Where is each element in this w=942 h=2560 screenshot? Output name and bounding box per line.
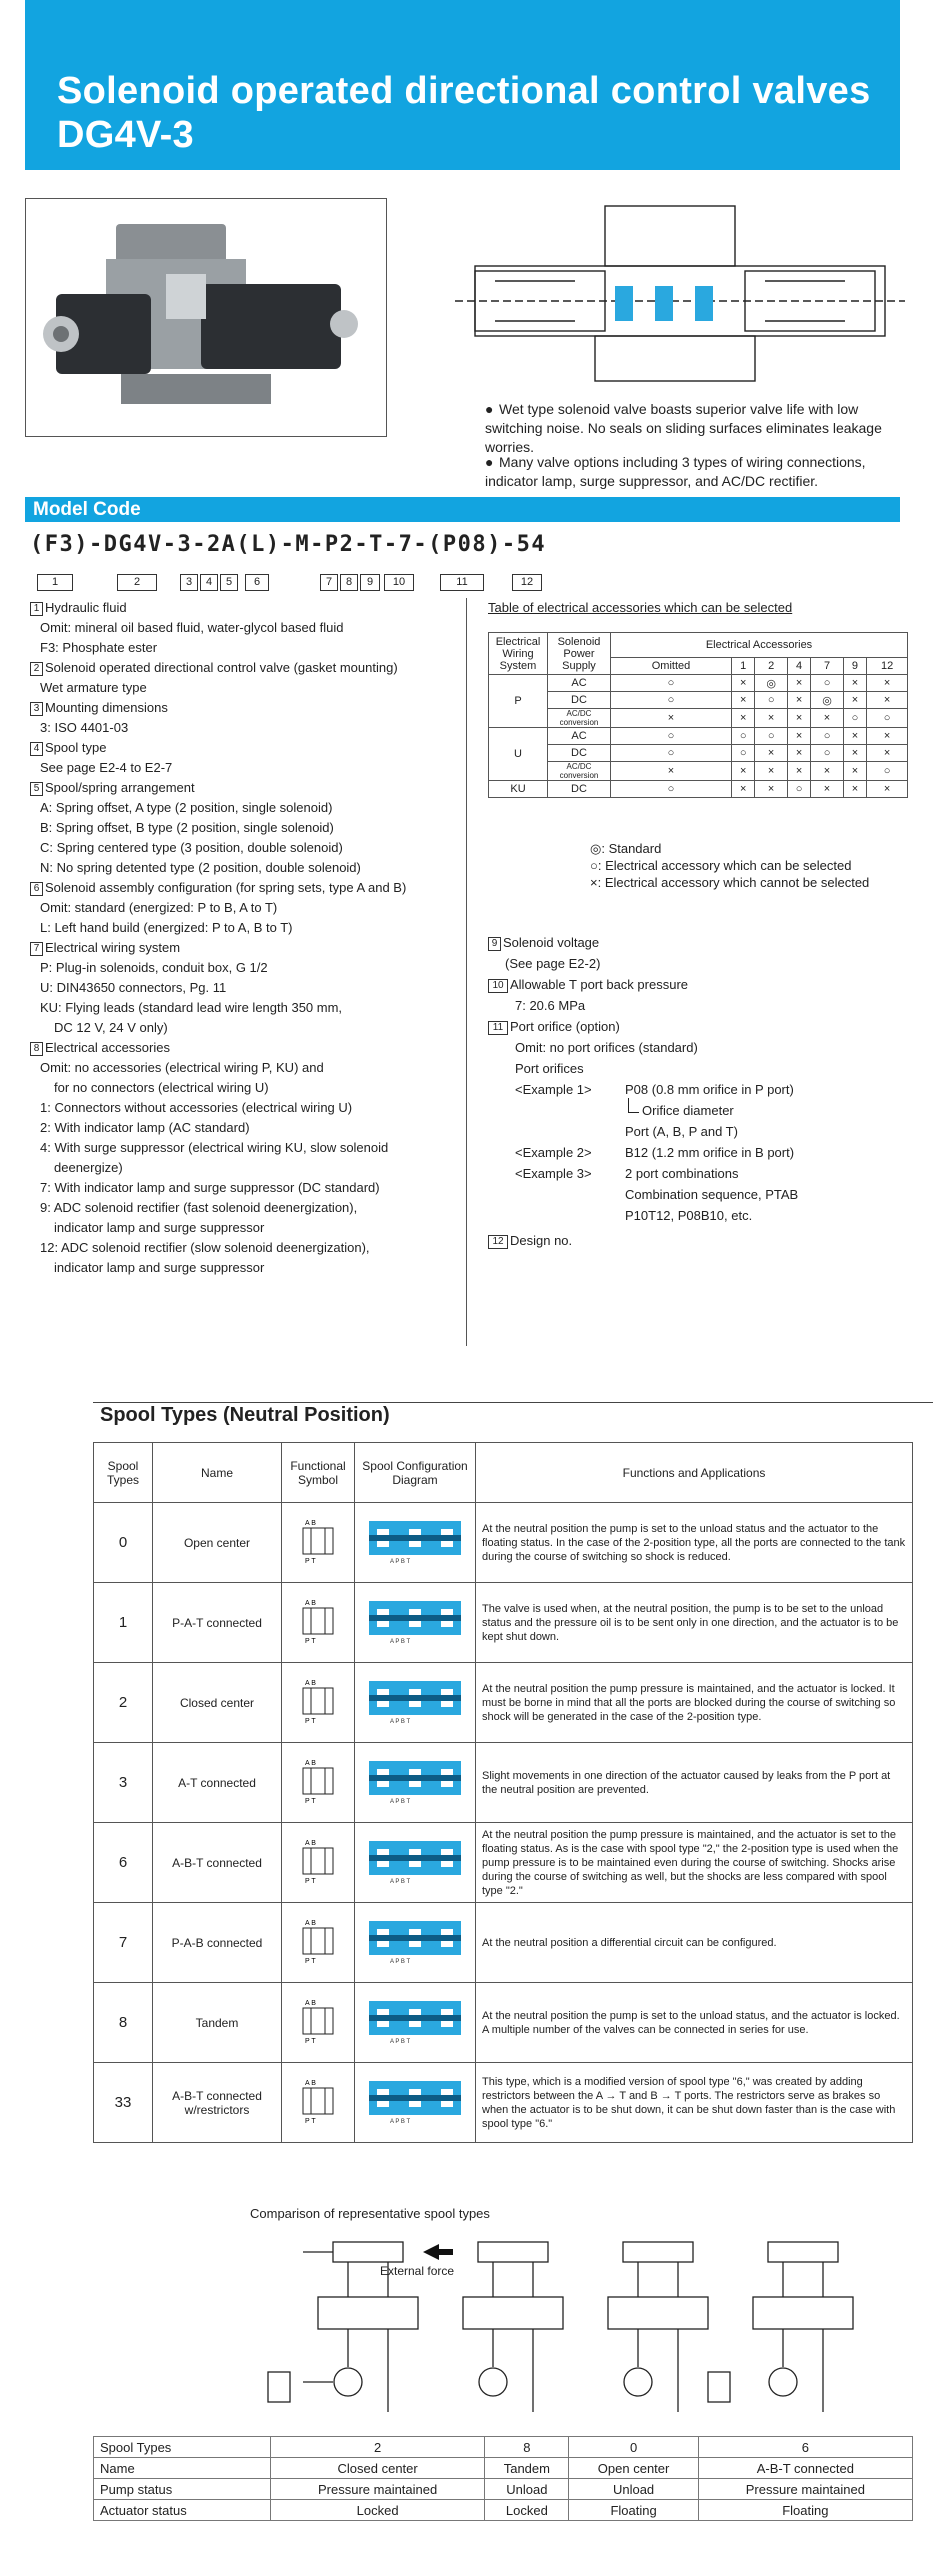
- spool-diagram-icon: [365, 1757, 465, 1805]
- functional-symbol-cell: [282, 1663, 355, 1743]
- comparison-cell: Unload: [485, 2479, 569, 2500]
- availability-cell: ×: [787, 762, 810, 781]
- svg-text:P T: P T: [305, 1638, 316, 1645]
- svg-text:A B: A B: [305, 1760, 316, 1767]
- availability-cell: ○: [843, 709, 866, 728]
- model-code-string: (F3)-DG4V-3-2A(L)-M-P2-T-7-(P08)-54: [30, 532, 547, 557]
- item-7-line: P: Plug-in solenoids, conduit box, G 1/2: [40, 960, 268, 975]
- functional-symbol-icon: [298, 1757, 338, 1805]
- svg-text:A P B T: A P B T: [390, 1799, 411, 1805]
- item-11-omit: Omit: no port orifices (standard): [515, 1040, 698, 1055]
- spool-diagram-icon: [365, 2077, 465, 2125]
- external-force-label: External force: [380, 2264, 455, 2278]
- example-1-label: <Example 1>: [515, 1082, 592, 1097]
- example-1-value: P08 (0.8 mm orifice in P port): [625, 1082, 794, 1097]
- availability-cell: ×: [867, 675, 908, 692]
- spool-name: A-T connected: [153, 1743, 282, 1823]
- availability-cell: ×: [732, 692, 755, 709]
- spool-diagram-icon: [365, 1517, 465, 1565]
- spool-description: At the neutral position the pump pressure is maintained, and the actuator is set to the floating status. As is the case with spool type "2," the 2-position type is used when the pump pressure is to be maintained even during the course of switching. Shocks arise during the course of switching as well, but the shocks are less compared with spool type "2.": [476, 1823, 913, 1903]
- availability-cell: ○: [755, 728, 787, 745]
- acc-row: [489, 781, 908, 798]
- functional-symbol-cell: [282, 1983, 355, 2063]
- functional-symbol-cell: [282, 1503, 355, 1583]
- availability-cell: ×: [787, 692, 810, 709]
- item-10: 10 Allowable T port back pressure: [488, 977, 688, 993]
- spool-row: [94, 1983, 913, 2063]
- item-5-line: N: No spring detented type (2 position, double solenoid): [40, 860, 361, 875]
- item-number-box: 4: [30, 742, 43, 756]
- acc-col-header: 12: [867, 658, 908, 675]
- column-divider: [466, 598, 467, 1346]
- svg-text:A P B T: A P B T: [390, 1959, 411, 1965]
- availability-cell: ○: [611, 728, 732, 745]
- svg-text:P T: P T: [305, 2118, 316, 2125]
- svg-text:P T: P T: [305, 1958, 316, 1965]
- item-6-heading: 6 Solenoid assembly configuration (for spring sets, type A and B): [30, 878, 470, 898]
- availability-cell: ×: [755, 781, 787, 798]
- availability-cell: ×: [787, 728, 810, 745]
- spool-description: This type, which is a modified version of spool type "6," was created by adding restrictors between the A → T and B → T ports. The restrictors serve as brakes so when the actuator is to be shut down, it can be shut down faster than is the case with spool type "6.": [476, 2063, 913, 2143]
- comparison-cell: Pump status: [94, 2479, 271, 2500]
- availability-cell: ◎: [811, 692, 843, 709]
- comparison-cell: Tandem: [485, 2458, 569, 2479]
- comparison-cell: Floating: [698, 2500, 912, 2521]
- item-8-line: deenergize): [54, 1160, 123, 1175]
- functional-symbol-icon: [298, 1677, 338, 1725]
- comparison-cell: Actuator status: [94, 2500, 271, 2521]
- item-number-box: 2: [30, 662, 43, 676]
- accessory-table: [488, 632, 908, 798]
- acc-col-header: 4: [787, 658, 810, 675]
- configuration-diagram-cell: [355, 2063, 476, 2143]
- spool-diagram-icon: [365, 1597, 465, 1645]
- supply-cell: AC/DC conversion: [548, 762, 611, 781]
- comparison-row: [94, 2500, 913, 2521]
- availability-cell: ×: [843, 728, 866, 745]
- svg-text:P T: P T: [305, 1798, 316, 1805]
- position-box: 1: [37, 574, 73, 591]
- wiring-cell: KU: [489, 781, 548, 798]
- availability-cell: ×: [867, 745, 908, 762]
- configuration-diagram-cell: [355, 1983, 476, 2063]
- availability-cell: ×: [867, 692, 908, 709]
- item-1-heading: 1 Hydraulic fluid: [30, 598, 470, 618]
- availability-cell: ○: [811, 728, 843, 745]
- item-5-line: A: Spring offset, A type (2 position, single solenoid): [40, 800, 333, 815]
- svg-text:A B: A B: [305, 1920, 316, 1927]
- acc-col-header: 1: [732, 658, 755, 675]
- configuration-diagram-cell: [355, 1583, 476, 1663]
- spool-name: Tandem: [153, 1983, 282, 2063]
- comparison-table: [93, 2436, 913, 2521]
- item-2-heading: 2 Solenoid operated directional control valve (gasket mounting): [30, 658, 470, 678]
- spool-name: Open center: [153, 1503, 282, 1583]
- spool-description: At the neutral position a differential circuit can be configured.: [476, 1903, 913, 1983]
- supply-cell: DC: [548, 745, 611, 762]
- external-force-arrow: [423, 2244, 453, 2260]
- comparison-cell: 6: [698, 2437, 912, 2458]
- functional-symbol-icon: [298, 1997, 338, 2045]
- title-banner: [25, 0, 900, 170]
- availability-cell: ×: [843, 762, 866, 781]
- col-configuration-diagram: Spool Configuration Diagram: [355, 1443, 476, 1503]
- supply-cell: DC: [548, 692, 611, 709]
- acc-col-header: 9: [843, 658, 866, 675]
- comparison-cell: Locked: [271, 2500, 485, 2521]
- availability-cell: ○: [811, 745, 843, 762]
- svg-text:A P B T: A P B T: [390, 1879, 411, 1885]
- item-8-line: 2: With indicator lamp (AC standard): [40, 1120, 250, 1135]
- item-number-box: 1: [30, 602, 43, 616]
- configuration-diagram-cell: [355, 1663, 476, 1743]
- functional-symbol-icon: [298, 1837, 338, 1885]
- spool-row: [94, 1903, 913, 1983]
- supply-cell: AC: [548, 675, 611, 692]
- item-4-line: See page E2-4 to E2-7: [40, 760, 173, 775]
- item-5-line: C: Spring centered type (3 position, double solenoid): [40, 840, 343, 855]
- supply-cell: AC/DC conversion: [548, 709, 611, 728]
- availability-cell: ×: [732, 762, 755, 781]
- availability-cell: ×: [732, 709, 755, 728]
- acc-row: [489, 745, 908, 762]
- spool-name: P-A-B connected: [153, 1903, 282, 1983]
- supply-cell: AC: [548, 728, 611, 745]
- item-8-heading: 8 Electrical accessories: [30, 1038, 470, 1058]
- item-8-line: indicator lamp and surge suppressor: [54, 1260, 265, 1275]
- availability-cell: ○: [811, 675, 843, 692]
- supply-cell: DC: [548, 781, 611, 798]
- item-7-line: KU: Flying leads (standard lead wire length 350 mm,: [40, 1000, 343, 1015]
- comparison-cell: Unload: [569, 2479, 698, 2500]
- model-code-heading: Model Code: [33, 499, 141, 520]
- availability-cell: ×: [811, 709, 843, 728]
- svg-text:A B: A B: [305, 2080, 316, 2087]
- example-2-label: <Example 2>: [515, 1145, 592, 1160]
- example-3-line2: Combination sequence, PTAB: [625, 1187, 799, 1202]
- comparison-cell: Name: [94, 2458, 271, 2479]
- item-8-line: 1: Connectors without accessories (electrical wiring U): [40, 1100, 353, 1115]
- availability-cell: ○: [732, 728, 755, 745]
- position-box: 6: [245, 574, 269, 591]
- availability-cell: ○: [611, 781, 732, 798]
- spool-row: [94, 1823, 913, 1903]
- functional-symbol-cell: [282, 1823, 355, 1903]
- comparison-row: [94, 2437, 913, 2458]
- svg-text:A B: A B: [305, 1600, 316, 1607]
- spool-name: Closed center: [153, 1663, 282, 1743]
- svg-text:A B: A B: [305, 2000, 316, 2007]
- comparison-cell: A-B-T connected: [698, 2458, 912, 2479]
- legend-not-selectable: ×: Electrical accessory which cannot be selected: [590, 875, 870, 890]
- availability-cell: ◎: [755, 675, 787, 692]
- availability-cell: ×: [811, 781, 843, 798]
- item-1-line: Omit: mineral oil based fluid, water-glycol based fluid: [40, 620, 344, 635]
- availability-cell: ×: [843, 675, 866, 692]
- functional-symbol-icon: [298, 1517, 338, 1565]
- acc-row: [489, 709, 908, 728]
- functional-symbol-cell: [282, 1903, 355, 1983]
- orifice-diameter-label: Orifice diameter: [642, 1103, 734, 1118]
- comparison-cell: 0: [569, 2437, 698, 2458]
- availability-cell: ×: [787, 675, 810, 692]
- item-number-box: 6: [30, 882, 43, 896]
- position-box: 12: [512, 574, 542, 591]
- comparison-cell: Locked: [485, 2500, 569, 2521]
- svg-text:P T: P T: [305, 1878, 316, 1885]
- spool-name: A-B-T connected: [153, 1823, 282, 1903]
- spool-name: P-A-T connected: [153, 1583, 282, 1663]
- acc-row: [489, 675, 908, 692]
- col-wiring-system: Electrical Wiring System: [489, 633, 548, 675]
- example-3-value: 2 port combinations: [625, 1166, 739, 1181]
- comparison-cell: Closed center: [271, 2458, 485, 2479]
- col-name: Name: [153, 1443, 282, 1503]
- position-box: 9: [360, 574, 380, 591]
- orifice-bracket: [628, 1098, 639, 1113]
- wiring-cell: U: [489, 728, 548, 781]
- functional-symbol-cell: [282, 2063, 355, 2143]
- feature-bullet-2: ● Many valve options including 3 types of wiring connections, indicator lamp, surge suppressor, and AC/DC rectifier.: [485, 454, 866, 489]
- svg-text:A P B T: A P B T: [390, 1559, 411, 1565]
- availability-cell: ×: [787, 709, 810, 728]
- configuration-diagram-cell: [355, 1503, 476, 1583]
- item-7-heading: 7 Electrical wiring system: [30, 938, 470, 958]
- item-number-box: 7: [30, 942, 43, 956]
- item-8-line: for no connectors (electrical wiring U): [54, 1080, 269, 1095]
- model-code-left-items: [30, 598, 470, 1278]
- availability-cell: ×: [787, 745, 810, 762]
- item-8-line: 12: ADC solenoid rectifier (slow solenoid deenergization),: [40, 1240, 370, 1255]
- position-box: 3: [180, 574, 198, 591]
- spool-type-number: 7: [94, 1903, 153, 1983]
- configuration-diagram-cell: [355, 1743, 476, 1823]
- availability-cell: ○: [867, 762, 908, 781]
- item-8-line: 7: With indicator lamp and surge suppressor (DC standard): [40, 1180, 380, 1195]
- spool-row: [94, 1743, 913, 1823]
- comparison-cell: 2: [271, 2437, 485, 2458]
- item-11: 11 Port orifice (option): [488, 1019, 620, 1035]
- availability-cell: ×: [611, 762, 732, 781]
- functional-symbol-cell: [282, 1583, 355, 1663]
- acc-col-header: Omitted: [611, 658, 732, 675]
- availability-cell: ○: [611, 675, 732, 692]
- item-number-box: 8: [30, 1042, 43, 1056]
- item-9: 9 Solenoid voltage: [488, 935, 599, 951]
- availability-cell: ×: [755, 762, 787, 781]
- spool-type-number: 6: [94, 1823, 153, 1903]
- comparison-cell: Open center: [569, 2458, 698, 2479]
- availability-cell: ×: [755, 745, 787, 762]
- position-box: 8: [340, 574, 358, 591]
- position-box: 11: [440, 574, 484, 591]
- col-electrical-accessories: Electrical Accessories: [611, 633, 908, 658]
- spool-types-heading: Spool Types (Neutral Position): [100, 1404, 390, 1426]
- availability-cell: ×: [843, 781, 866, 798]
- spool-description: At the neutral position the pump is set to the unload status and the actuator to the floating status. In the case of the 2-position type, all the ports are connected to the tank during the course of switching so shock is reduced.: [476, 1503, 913, 1583]
- spool-type-number: 1: [94, 1583, 153, 1663]
- item-number-box: 5: [30, 782, 43, 796]
- functional-symbol-cell: [282, 1743, 355, 1823]
- availability-cell: ×: [811, 762, 843, 781]
- col-functional-symbol: Functional Symbol: [282, 1443, 355, 1503]
- configuration-diagram-cell: [355, 1903, 476, 1983]
- availability-cell: ×: [867, 728, 908, 745]
- spool-diagram-icon: [365, 1997, 465, 2045]
- comparison-title: Comparison of representative spool types: [250, 2206, 490, 2221]
- position-box: 4: [200, 574, 218, 591]
- page-title: Solenoid operated directional control valves: [57, 70, 871, 112]
- col-spool-types: Spool Types: [94, 1443, 153, 1503]
- position-box: 5: [220, 574, 238, 591]
- spool-type-number: 8: [94, 1983, 153, 2063]
- configuration-diagram-cell: [355, 1823, 476, 1903]
- item-3-heading: 3 Mounting dimensions: [30, 698, 470, 718]
- acc-col-header: 2: [755, 658, 787, 675]
- functional-symbol-icon: [298, 1917, 338, 1965]
- item-5-line: B: Spring offset, B type (2 position, single solenoid): [40, 820, 334, 835]
- item-12: 12 Design no.: [488, 1233, 572, 1249]
- functional-symbol-icon: [298, 2077, 338, 2125]
- spool-type-number: 3: [94, 1743, 153, 1823]
- item-8-line: indicator lamp and surge suppressor: [54, 1220, 265, 1235]
- availability-cell: ○: [611, 745, 732, 762]
- spool-description: The valve is used when, at the neutral position, the pump is to be set to the unload status and the pressure oil is to be sent only in one direction, and the actuator is to be kept shut down.: [476, 1583, 913, 1663]
- example-3-label: <Example 3>: [515, 1166, 592, 1181]
- svg-text:P T: P T: [305, 1558, 316, 1565]
- availability-cell: ×: [755, 709, 787, 728]
- legend-selectable: ○: Electrical accessory which can be selected: [590, 858, 852, 873]
- item-7-line: DC 12 V, 24 V only): [54, 1020, 168, 1035]
- comparison-circuit-diagram: [93, 2222, 913, 2432]
- col-power-supply: Solenoid Power Supply: [548, 633, 611, 675]
- product-photo: [25, 198, 387, 437]
- item-1-line: F3: Phosphate ester: [40, 640, 158, 655]
- item-10-detail: 7: 20.6 MPa: [515, 998, 586, 1013]
- svg-text:P T: P T: [305, 2038, 316, 2045]
- spool-diagram-icon: [365, 1677, 465, 1725]
- availability-cell: ×: [867, 781, 908, 798]
- item-5-heading: 5 Spool/spring arrangement: [30, 778, 470, 798]
- spool-row: [94, 1503, 913, 1583]
- comparison-cell: Pressure maintained: [271, 2479, 485, 2500]
- svg-text:A P B T: A P B T: [390, 1639, 411, 1645]
- availability-cell: ○: [611, 692, 732, 709]
- svg-text:A B: A B: [305, 1520, 316, 1527]
- svg-text:A B: A B: [305, 1680, 316, 1687]
- example-3-line3: P10T12, P08B10, etc.: [625, 1208, 753, 1223]
- svg-text:P T: P T: [305, 1718, 316, 1725]
- comparison-cell: Floating: [569, 2500, 698, 2521]
- item-7-line: U: DIN43650 connectors, Pg. 11: [40, 980, 227, 995]
- spool-row: [94, 2063, 913, 2143]
- spool-name: A-B-T connected w/restrictors: [153, 2063, 282, 2143]
- example-2-value: B12 (1.2 mm orifice in B port): [625, 1145, 795, 1160]
- spool-type-number: 33: [94, 2063, 153, 2143]
- comparison-row: [94, 2479, 913, 2500]
- position-box: 2: [117, 574, 157, 591]
- spool-description: Slight movements in one direction of the actuator caused by leaks from the P port at the neutral position are prevented.: [476, 1743, 913, 1823]
- acc-row: [489, 728, 908, 745]
- item-8-line: 9: ADC solenoid rectifier (fast solenoid deenergization),: [40, 1200, 358, 1215]
- svg-text:A P B T: A P B T: [390, 2119, 411, 2125]
- item-3-line: 3: ISO 4401-03: [40, 720, 129, 735]
- spool-type-number: 0: [94, 1503, 153, 1583]
- port-label: Port (A, B, P and T): [625, 1124, 738, 1139]
- comparison-cell: Pressure maintained: [698, 2479, 912, 2500]
- valve-cutaway-drawing: [455, 196, 905, 396]
- item-6-line: L: Left hand build (energized: P to A, B to T): [40, 920, 293, 935]
- item-8-line: 4: With surge suppressor (electrical wiring KU, slow solenoid: [40, 1140, 389, 1155]
- item-8-line: Omit: no accessories (electrical wiring P, KU) and: [40, 1060, 324, 1075]
- availability-cell: ○: [867, 709, 908, 728]
- spool-diagram-icon: [365, 1837, 465, 1885]
- feature-bullet-1: ● Wet type solenoid valve boasts superior valve life with low switching noise. No seals on sliding surfaces eliminates leakage worries.: [485, 401, 882, 455]
- spool-types-table: [93, 1442, 913, 2143]
- item-9-detail: (See page E2-2): [505, 956, 601, 971]
- acc-row: [489, 692, 908, 709]
- accessory-legend: [590, 840, 869, 891]
- item-number-box: 3: [30, 702, 43, 716]
- availability-cell: ×: [843, 692, 866, 709]
- availability-cell: ○: [755, 692, 787, 709]
- availability-cell: ○: [732, 745, 755, 762]
- spool-row: [94, 1583, 913, 1663]
- item-2-line: Wet armature type: [40, 680, 147, 695]
- availability-cell: ×: [611, 709, 732, 728]
- item-11-orifices: Port orifices: [515, 1061, 584, 1076]
- availability-cell: ×: [732, 781, 755, 798]
- spool-row: [94, 1663, 913, 1743]
- availability-cell: ×: [843, 745, 866, 762]
- wiring-cell: P: [489, 675, 548, 728]
- col-functions: Functions and Applications: [476, 1443, 913, 1503]
- svg-text:A P B T: A P B T: [390, 2039, 411, 2045]
- spool-type-number: 2: [94, 1663, 153, 1743]
- availability-cell: ×: [732, 675, 755, 692]
- acc-row: [489, 762, 908, 781]
- item-4-heading: 4 Spool type: [30, 738, 470, 758]
- svg-text:A B: A B: [305, 1840, 316, 1847]
- position-box: 7: [320, 574, 338, 591]
- svg-text:A P B T: A P B T: [390, 1719, 411, 1725]
- spool-description: At the neutral position the pump is set to the unload status, and the actuator is locked. A multiple number of the valves can be connected in series for use.: [476, 1983, 913, 2063]
- page-subtitle: DG4V-3: [57, 114, 194, 156]
- item-6-line: Omit: standard (energized: P to B, A to T): [40, 900, 278, 915]
- functional-symbol-icon: [298, 1597, 338, 1645]
- position-box: 10: [384, 574, 414, 591]
- legend-standard: ◎: Standard: [590, 841, 662, 856]
- acc-col-header: 7: [811, 658, 843, 675]
- model-code-heading-bar: [25, 497, 900, 522]
- comparison-cell: Spool Types: [94, 2437, 271, 2458]
- comparison-cell: 8: [485, 2437, 569, 2458]
- comparison-row: [94, 2458, 913, 2479]
- availability-cell: ○: [787, 781, 810, 798]
- spool-description: At the neutral position the pump pressure is maintained, and the actuator is locked. It must be borne in mind that all the ports are blocked during the course of switching so shock will be generated in the case of the 2-position type.: [476, 1663, 913, 1743]
- spool-diagram-icon: [365, 1917, 465, 1965]
- accessory-table-caption: Table of electrical accessories which can be selected: [488, 600, 793, 615]
